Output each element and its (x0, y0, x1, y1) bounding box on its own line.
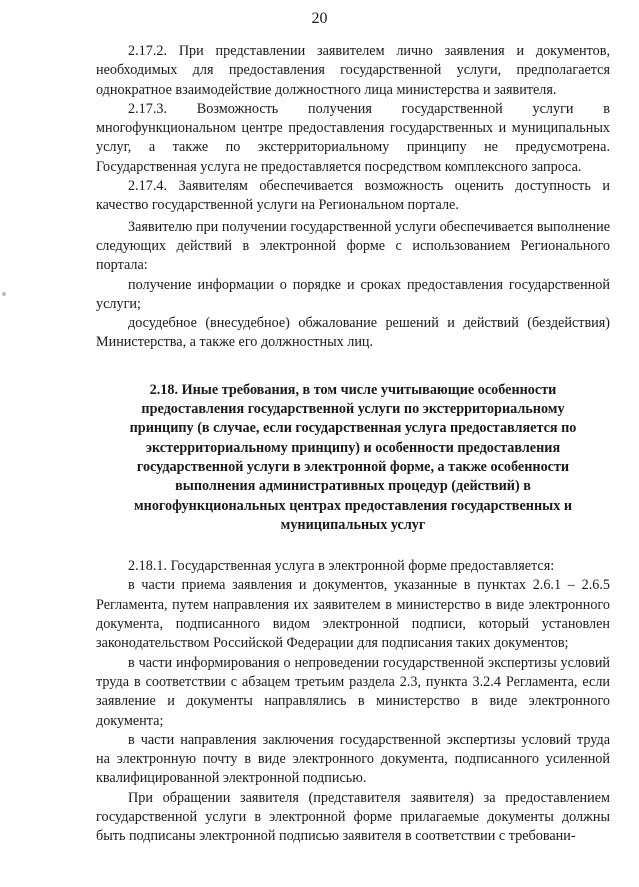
section-2-18-content (96, 557, 610, 846)
paragraph-2-18-1: 2.18.1. Государственная услуга в электронной форме предоставляется: (128, 558, 555, 575)
scan-mark (2, 292, 6, 296)
paragraph-2-17-4: 2.17.4. Заявителям обеспечивается возможность оценить доступность и качество государственной услуги на Региональном портале. (96, 178, 610, 214)
list-item-application: в части приема заявления и документов, указанные в пунктах 2.6.1 – 2.6.5 Регламента, путем направления их заявителем в министерство в виде электронного документа, подписанного видом электронной подписи, который установлен законодательством Российской Федерации для подписания таких документов; (96, 577, 610, 652)
page-number: 20 (311, 10, 328, 27)
document-body (96, 42, 610, 847)
section-heading-2-18: 2.18. Иные требования, в том числе учитывающие особенности предоставления государственной услуги по экстерриториальному принципу (в случае, если государственная услуга предоставляется по экстерриториальному принципу) и особенности предоставления государственной услуги в электронной форме, а также особенности выполнения административных процедур (действий) в многофункциональных центрах предоставления государственных и муниципальных услуг (129, 381, 577, 533)
paragraph-signature: При обращении заявителя (представителя заявителя) за предоставлением государственной услуги в электронной форме прилагаемые документы должны быть подписаны электронной подписью заявителя в соответствии с требовани- (96, 789, 610, 845)
list-item-appeal: досудебное (внесудебное) обжалование решений и действий (бездействия) Министерства, а также его должностных лиц. (96, 315, 610, 351)
list-item-info: получение информации о порядке и сроках предоставления государственной услуги; (96, 276, 610, 312)
list-item-email: в части направления заключения государственной экспертизы условий труда на электронную почту в виде электронного документа, подписанного усиленной квалифицированной электронной подписью. (96, 731, 610, 787)
paragraph-2-17-2: 2.17.2. При представлении заявителем лично заявления и документов, необходимых для предоставления государственной услуги, предполагается однократное взаимодействие должностного лица министерства и заявителя. (96, 43, 610, 98)
paragraph-electronic-actions: Заявителю при получении государственной услуги обеспечивается выполнение следующих действий в электронной форме с использованием Регионального портала: (96, 218, 610, 274)
list-item-informing: в части информирования о непроведении государственной экспертизы условий труда в соответствии с абзацем третьим раздела 2.3, пункта 3.2.4 Регламента, если заявление и документы направлялись в министерство в виде электронного документа; (96, 654, 610, 729)
paragraph-2-17-3: 2.17.3. Возможность получения государственной услуги в многофункциональном центре предоставления государственных и муниципальных услуг, а также по экстерриториальному принципу не предусмотрена. Государственная услуга не предоставляется посредством комплексного запроса. (96, 100, 610, 175)
